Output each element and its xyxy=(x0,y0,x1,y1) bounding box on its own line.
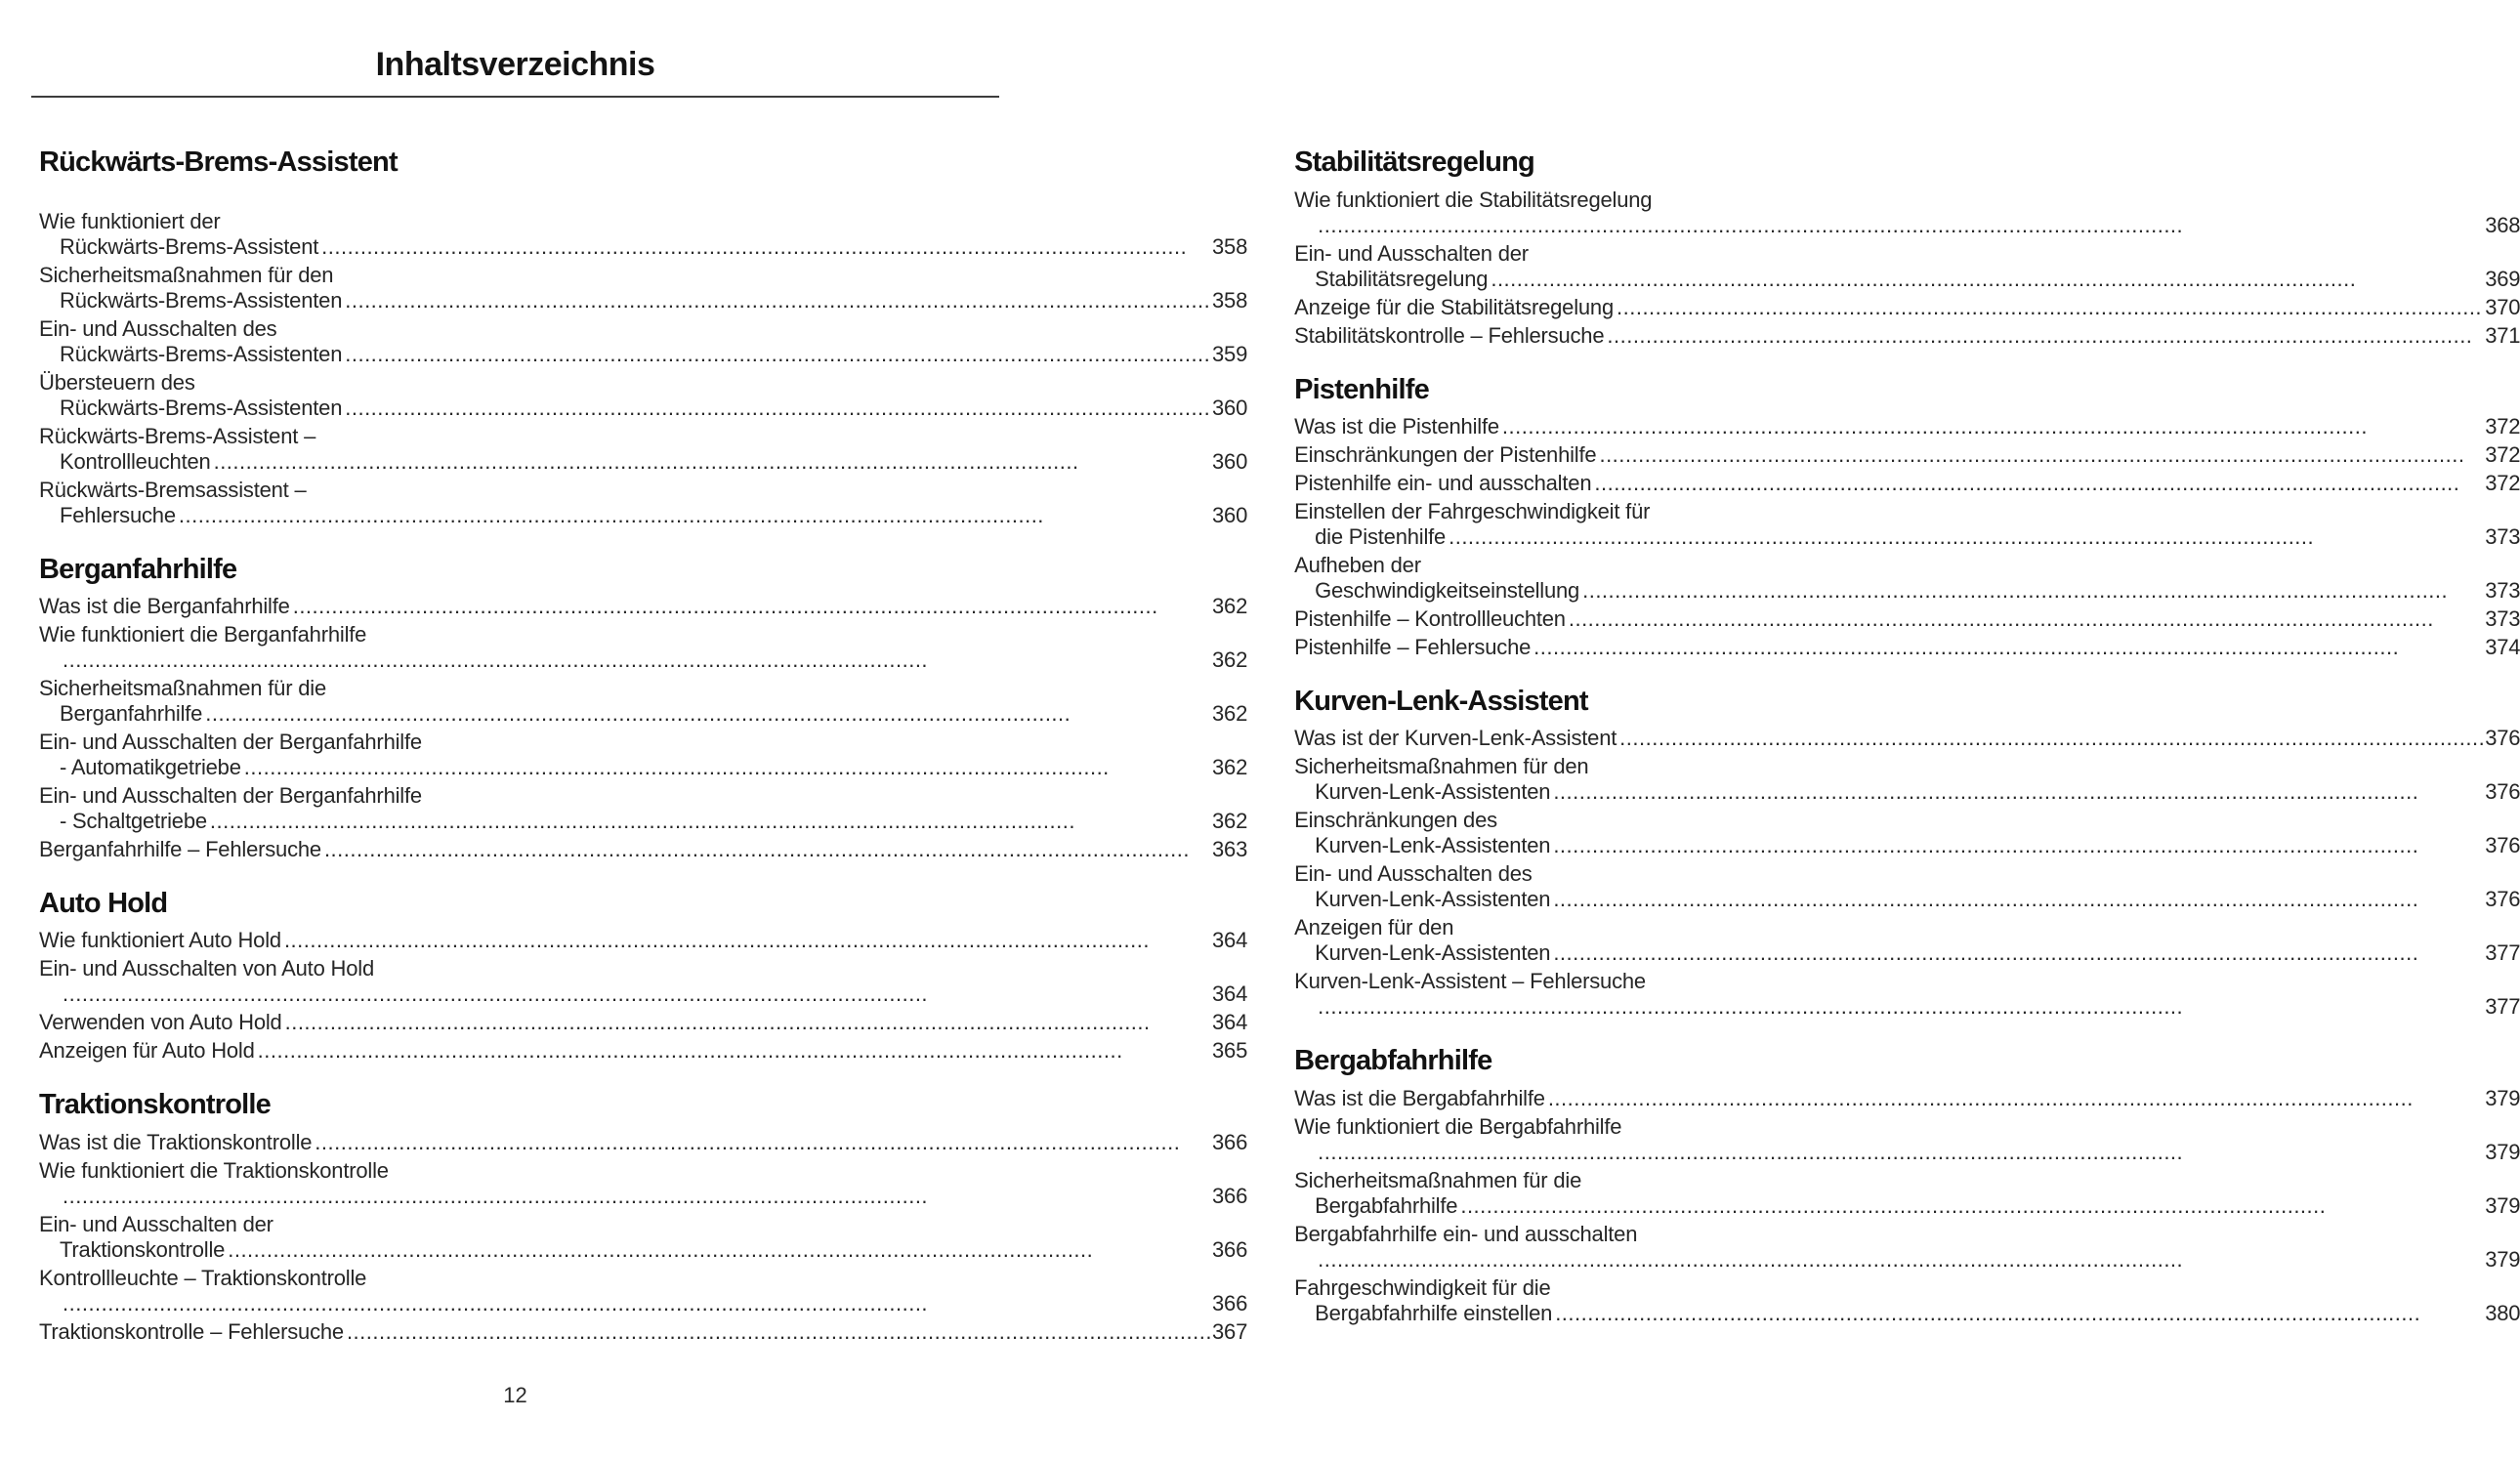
entry-text: Ein- und Ausschalten der Berganfahrhilfe xyxy=(39,730,422,755)
entry-line xyxy=(1294,267,2520,292)
entry-line xyxy=(39,1038,1247,1064)
entry-text: - Schaltgetriebe xyxy=(60,809,207,834)
dot-leader xyxy=(1315,1140,2485,1165)
entry-text: Rückwärts-Brems-Assistent – xyxy=(39,423,316,448)
entry-line xyxy=(39,1158,1247,1184)
dot-leader xyxy=(241,755,1212,780)
entry-line xyxy=(1294,241,2520,267)
toc-entry xyxy=(1294,1168,2520,1219)
entry-line xyxy=(39,1184,1247,1209)
dot-leader xyxy=(1315,994,2485,1020)
entry-text: Was ist die Traktionskontrolle xyxy=(39,1129,313,1154)
entry-page-number: 373 xyxy=(2485,524,2520,550)
dot-leader xyxy=(312,1130,1212,1155)
entry-page-number: 364 xyxy=(1212,981,1248,1007)
toc-entry xyxy=(39,1038,1247,1064)
toc-section xyxy=(39,888,1247,1064)
entry-line xyxy=(1294,754,2520,779)
entry-line xyxy=(1294,940,2520,966)
toc-entry xyxy=(39,783,1247,834)
dot-leader xyxy=(1550,833,2485,858)
entry-line xyxy=(1294,524,2520,550)
entry-line xyxy=(39,1130,1247,1155)
dot-leader xyxy=(1550,940,2485,966)
entry-text: Einschränkungen der Pistenhilfe xyxy=(1294,442,1597,468)
dot-leader xyxy=(1579,578,2485,604)
dot-leader xyxy=(1446,524,2485,550)
dot-leader xyxy=(60,981,1212,1007)
entry-line xyxy=(39,956,1247,981)
entry-page-number: 370 xyxy=(2485,294,2520,319)
toc-entry xyxy=(39,730,1247,780)
entry-line xyxy=(39,837,1247,862)
entry-page-number: 377 xyxy=(2485,940,2520,966)
dot-leader xyxy=(60,1291,1212,1316)
toc-entry xyxy=(39,594,1247,619)
dot-leader xyxy=(1566,606,2485,632)
entry-text: Bergabfahrhilfe ein- und ausschalten xyxy=(1294,1221,1638,1246)
toc-section xyxy=(39,1089,1247,1344)
dot-leader xyxy=(1550,887,2485,912)
toc-entry xyxy=(39,263,1247,313)
toc-entry xyxy=(1294,295,2520,320)
dot-leader xyxy=(1617,726,2485,751)
entry-line xyxy=(1294,414,2520,439)
page-number: 12 xyxy=(503,1383,527,1407)
entry-text: Fehlersuche xyxy=(60,502,176,527)
entry-line xyxy=(1294,1168,2520,1193)
entry-page-number: 364 xyxy=(1212,928,1248,953)
dot-leader xyxy=(1315,213,2485,238)
entry-line xyxy=(39,1291,1247,1316)
toc-entry xyxy=(1294,606,2520,632)
entry-line xyxy=(1294,188,2520,213)
entry-page-number: 379 xyxy=(2485,1192,2520,1218)
entry-text: Sicherheitsmaßnahmen für die xyxy=(39,676,326,701)
entry-text: Kurven-Lenk-Assistenten xyxy=(1315,887,1551,912)
entry-text: Ein- und Ausschalten der Berganfahrhilfe xyxy=(39,783,422,809)
toc-entry xyxy=(1294,1222,2520,1273)
entry-line xyxy=(39,263,1247,288)
toc-entry xyxy=(1294,414,2520,439)
entry-page-number: 362 xyxy=(1212,594,1248,619)
entry-line xyxy=(1294,1114,2520,1140)
entry-line xyxy=(39,449,1247,475)
entry-line xyxy=(39,701,1247,727)
toc-entry xyxy=(39,622,1247,673)
entry-text: Rückwärts-Brems-Assistent xyxy=(60,233,319,259)
entry-page-number: 367 xyxy=(1212,1318,1248,1344)
entry-text: Wie funktioniert der xyxy=(39,208,221,233)
entry-text: Fahrgeschwindigkeit für die xyxy=(1294,1274,1551,1300)
toc-section xyxy=(1294,1045,2520,1325)
entry-text: Einschränkungen des xyxy=(1294,808,1497,833)
entry-page-number: 365 xyxy=(1212,1038,1248,1064)
entry-text: Was ist die Berganfahrhilfe xyxy=(39,594,290,619)
toc-entry xyxy=(1294,808,2520,858)
entry-page-number: 376 xyxy=(2485,726,2520,751)
entry-line xyxy=(1294,994,2520,1020)
entry-text: Wie funktioniert Auto Hold xyxy=(39,928,281,953)
entry-line xyxy=(1294,915,2520,940)
entry-line xyxy=(39,928,1247,953)
entry-page-number: 360 xyxy=(1212,502,1248,527)
entry-line xyxy=(1294,499,2520,524)
section-heading: Stabilitätsregelung xyxy=(1294,146,1534,179)
toc-column xyxy=(1294,146,2520,1328)
entry-page-number: 374 xyxy=(2485,635,2520,660)
section-heading: Traktionskontrolle xyxy=(39,1089,271,1121)
toc-entry xyxy=(39,1158,1247,1209)
entry-text: Was ist die Pistenhilfe xyxy=(1294,414,1499,439)
entry-text: Verwenden von Auto Hold xyxy=(39,1010,282,1035)
entry-text: Kontrollleuchten xyxy=(60,448,211,474)
entry-text: Wie funktioniert die Bergabfahrhilfe xyxy=(1294,1113,1622,1139)
entry-page-number: 358 xyxy=(1212,287,1248,313)
entry-page-number: 379 xyxy=(2485,1139,2520,1164)
entry-page-number: 360 xyxy=(1212,448,1248,474)
entry-text: Bergabfahrhilfe xyxy=(1315,1192,1458,1218)
entry-line xyxy=(39,370,1247,396)
entry-line xyxy=(39,478,1247,503)
toc-entry xyxy=(1294,969,2520,1020)
toc-entry xyxy=(39,1130,1247,1155)
entry-line xyxy=(39,234,1247,260)
dot-leader xyxy=(1552,1301,2485,1326)
dot-leader xyxy=(1591,471,2485,496)
entry-line xyxy=(39,1212,1247,1237)
entry-line xyxy=(39,594,1247,619)
entry-page-number: 366 xyxy=(1212,1236,1248,1262)
entry-page-number: 366 xyxy=(1212,1129,1248,1154)
entry-text: die Pistenhilfe xyxy=(1315,524,1447,550)
entry-page-number: 376 xyxy=(2485,779,2520,805)
dot-leader xyxy=(1315,1247,2485,1273)
entry-text: Rückwärts-Bremsassistent – xyxy=(39,477,307,502)
toc-entry xyxy=(1294,442,2520,468)
entry-text: Anzeige für die Stabilitätsregelung xyxy=(1294,294,1614,319)
entry-text: Ein- und Ausschalten von Auto Hold xyxy=(39,956,374,981)
entry-page-number: 380 xyxy=(2485,1300,2520,1325)
entry-text: Kurven-Lenk-Assistenten xyxy=(1315,779,1551,805)
entry-line xyxy=(39,647,1247,673)
entry-page-number: 372 xyxy=(2485,442,2520,468)
entry-text: Pistenhilfe – Fehlersuche xyxy=(1294,635,1532,660)
entry-page-number: 369 xyxy=(2485,266,2520,291)
entry-page-number: 362 xyxy=(1212,701,1248,727)
toc-entry xyxy=(39,676,1247,727)
entry-line xyxy=(39,755,1247,780)
entry-text: Stabilitätsregelung xyxy=(1315,266,1489,291)
toc-entry xyxy=(1294,471,2520,496)
entry-text: Wie funktioniert die Traktionskontrolle xyxy=(39,1157,389,1183)
entry-page-number: 373 xyxy=(2485,578,2520,604)
entry-line xyxy=(39,209,1247,234)
entry-page-number: 379 xyxy=(2485,1085,2520,1110)
toc-entry xyxy=(39,1319,1247,1345)
dot-leader xyxy=(1531,635,2485,660)
dot-leader xyxy=(255,1038,1212,1064)
dot-leader xyxy=(225,1237,1212,1263)
entry-text: Ein- und Ausschalten der xyxy=(1294,240,1529,266)
entry-line xyxy=(1294,726,2520,751)
dot-leader xyxy=(1499,414,2485,439)
entry-line xyxy=(1294,295,2520,320)
entry-text: Ein- und Ausschalten des xyxy=(39,315,277,341)
dot-leader xyxy=(321,837,1212,862)
dot-leader xyxy=(342,342,1212,367)
entry-line xyxy=(39,1319,1247,1345)
dot-leader xyxy=(60,1184,1212,1209)
toc-entry xyxy=(39,1010,1247,1035)
toc-entry xyxy=(39,370,1247,421)
entry-text: Pistenhilfe ein- und ausschalten xyxy=(1294,471,1592,496)
toc-entry xyxy=(1294,1086,2520,1111)
entry-page-number: 376 xyxy=(2485,833,2520,858)
toc-entry xyxy=(1294,188,2520,238)
entry-text: - Automatikgetriebe xyxy=(60,755,241,780)
dot-leader xyxy=(282,1010,1212,1035)
entry-line xyxy=(1294,578,2520,604)
entry-line xyxy=(39,342,1247,367)
entry-text: Ein- und Ausschalten der xyxy=(39,1211,273,1236)
entry-line xyxy=(39,730,1247,755)
toc-entry xyxy=(39,837,1247,862)
toc-entry xyxy=(1294,1114,2520,1165)
dot-leader xyxy=(207,809,1212,834)
toc-entry xyxy=(1294,241,2520,292)
toc-entry xyxy=(39,424,1247,475)
toc-entry xyxy=(1294,323,2520,349)
entry-text: Kurven-Lenk-Assistent – Fehlersuche xyxy=(1294,969,1646,994)
toc-section xyxy=(1294,146,2520,348)
entry-text: Kurven-Lenk-Assistenten xyxy=(1315,833,1551,858)
entry-line xyxy=(1294,779,2520,805)
dot-leader xyxy=(342,288,1212,313)
entry-line xyxy=(1294,861,2520,887)
entry-text: Traktionskontrolle xyxy=(60,1236,226,1262)
entry-line xyxy=(1294,213,2520,238)
toc-entry xyxy=(1294,915,2520,966)
entry-line xyxy=(1294,635,2520,660)
section-heading: Pistenhilfe xyxy=(1294,373,1429,405)
entry-line xyxy=(1294,1275,2520,1301)
entry-line xyxy=(39,1237,1247,1263)
entry-line xyxy=(1294,1222,2520,1247)
entry-page-number: 360 xyxy=(1212,395,1248,420)
dot-leader xyxy=(342,396,1212,421)
entry-page-number: 372 xyxy=(2485,471,2520,496)
entry-text: Kontrollleuchte – Traktionskontrolle xyxy=(39,1265,367,1290)
entry-line xyxy=(1294,887,2520,912)
entry-line xyxy=(39,783,1247,809)
toc-entry xyxy=(39,478,1247,528)
entry-page-number: 363 xyxy=(1212,837,1248,862)
entry-line xyxy=(1294,808,2520,833)
entry-line xyxy=(1294,1140,2520,1165)
entry-line xyxy=(39,1010,1247,1035)
entry-page-number: 373 xyxy=(2485,606,2520,632)
entry-text: Ein- und Ausschalten des xyxy=(1294,861,1533,887)
entry-page-number: 368 xyxy=(2485,212,2520,237)
dot-leader xyxy=(1457,1193,2485,1219)
entry-text: Wie funktioniert die Berganfahrhilfe xyxy=(39,622,367,647)
entry-text: Aufheben der xyxy=(1294,553,1421,578)
entry-page-number: 362 xyxy=(1212,809,1248,834)
section-heading: Auto Hold xyxy=(39,888,168,920)
entry-text: Sicherheitsmaßnahmen für die xyxy=(1294,1167,1582,1192)
section-heading: Kurven-Lenk-Assistent xyxy=(1294,686,1588,718)
dot-leader xyxy=(202,701,1212,727)
entry-line xyxy=(39,424,1247,449)
entry-page-number: 359 xyxy=(1212,341,1248,366)
toc-entry xyxy=(39,956,1247,1007)
entry-line xyxy=(39,1266,1247,1291)
entry-page-number: 371 xyxy=(2485,322,2520,348)
entry-line xyxy=(39,396,1247,421)
toc-section xyxy=(39,554,1247,862)
toc-entry xyxy=(39,209,1247,260)
toc-entry xyxy=(1294,635,2520,660)
dot-leader xyxy=(1488,267,2485,292)
entry-text: Sicherheitsmaßnahmen für den xyxy=(39,262,334,287)
entry-text: Rückwärts-Brems-Assistenten xyxy=(60,395,343,420)
entry-line xyxy=(1294,442,2520,468)
entry-text: Einstellen der Fahrgeschwindigkeit für xyxy=(1294,499,1651,524)
entry-page-number: 377 xyxy=(2485,994,2520,1020)
entry-line xyxy=(39,676,1247,701)
entry-line xyxy=(1294,1301,2520,1326)
section-heading: Berganfahrhilfe xyxy=(39,553,237,585)
entry-text: Rückwärts-Brems-Assistenten xyxy=(60,287,343,313)
toc-entry xyxy=(1294,1275,2520,1326)
entry-text: Berganfahrhilfe – Fehlersuche xyxy=(39,837,321,862)
entry-text: Wie funktioniert die Stabilitätsregelung xyxy=(1294,187,1653,212)
entry-text: Übersteuern des xyxy=(39,369,195,395)
toc-section xyxy=(1294,686,2520,1020)
dot-leader xyxy=(290,594,1212,619)
toc-entry xyxy=(39,928,1247,953)
entry-page-number: 376 xyxy=(2485,887,2520,912)
entry-line xyxy=(1294,833,2520,858)
entry-page-number: 379 xyxy=(2485,1246,2520,1272)
toc-column xyxy=(39,146,1247,1347)
toc-entry xyxy=(1294,499,2520,550)
entry-text: Was ist die Bergabfahrhilfe xyxy=(1294,1085,1545,1110)
entry-line xyxy=(39,981,1247,1007)
section-heading: Bergabfahrhilfe xyxy=(1294,1045,1492,1077)
entry-line xyxy=(1294,1193,2520,1219)
entry-text: Kurven-Lenk-Assistenten xyxy=(1315,940,1551,966)
entry-text: Traktionskontrolle – Fehlersuche xyxy=(39,1318,344,1344)
toc-entry xyxy=(1294,754,2520,805)
entry-page-number: 366 xyxy=(1212,1183,1248,1208)
entry-line xyxy=(1294,1086,2520,1111)
entry-line xyxy=(39,622,1247,647)
entry-line xyxy=(39,503,1247,528)
entry-text: Bergabfahrhilfe einstellen xyxy=(1315,1300,1553,1325)
dot-leader xyxy=(1614,295,2485,320)
toc-section xyxy=(1294,374,2520,660)
toc-entry xyxy=(39,1266,1247,1316)
entry-page-number: 362 xyxy=(1212,755,1248,780)
entry-line xyxy=(39,316,1247,342)
dot-leader xyxy=(176,503,1212,528)
toc-entry xyxy=(39,316,1247,367)
entry-line xyxy=(39,809,1247,834)
entry-text: Berganfahrhilfe xyxy=(60,701,203,727)
entry-text: Anzeigen für Auto Hold xyxy=(39,1038,255,1064)
entry-page-number: 364 xyxy=(1212,1010,1248,1035)
dot-leader xyxy=(318,234,1212,260)
entry-text: Sicherheitsmaßnahmen für den xyxy=(1294,754,1589,779)
entry-text: Anzeigen für den xyxy=(1294,915,1454,940)
entry-page-number: 366 xyxy=(1212,1290,1248,1315)
toc-entry xyxy=(1294,726,2520,751)
dot-leader xyxy=(1604,323,2485,349)
toc-columns xyxy=(0,98,2520,1347)
entry-line xyxy=(1294,471,2520,496)
dot-leader xyxy=(1545,1086,2485,1111)
dot-leader xyxy=(281,928,1212,953)
entry-line xyxy=(1294,969,2520,994)
dot-leader xyxy=(1550,779,2485,805)
entry-line xyxy=(1294,606,2520,632)
dot-leader xyxy=(1596,442,2485,468)
entry-page-number: 358 xyxy=(1212,233,1248,259)
entry-line xyxy=(1294,553,2520,578)
page-title: Inhaltsverzeichnis xyxy=(375,46,655,83)
entry-text: Geschwindigkeitseinstellung xyxy=(1315,578,1580,604)
section-heading: Rückwärts-Brems-Assistent xyxy=(39,146,398,179)
entry-text: Stabilitätskontrolle – Fehlersuche xyxy=(1294,322,1605,348)
entry-text: Pistenhilfe – Kontrollleuchten xyxy=(1294,606,1566,632)
dot-leader xyxy=(60,647,1212,673)
dot-leader xyxy=(211,449,1212,475)
toc-entry xyxy=(1294,861,2520,912)
toc-section xyxy=(39,146,1247,527)
dot-leader xyxy=(344,1319,1212,1345)
entry-line xyxy=(1294,1247,2520,1273)
toc-entry xyxy=(1294,553,2520,604)
entry-line xyxy=(1294,323,2520,349)
entry-line xyxy=(39,288,1247,313)
entry-text: Was ist der Kurven-Lenk-Assistent xyxy=(1294,726,1617,751)
entry-page-number: 372 xyxy=(2485,414,2520,439)
entry-page-number: 362 xyxy=(1212,647,1248,673)
entry-text: Rückwärts-Brems-Assistenten xyxy=(60,341,343,366)
toc-entry xyxy=(39,1212,1247,1263)
